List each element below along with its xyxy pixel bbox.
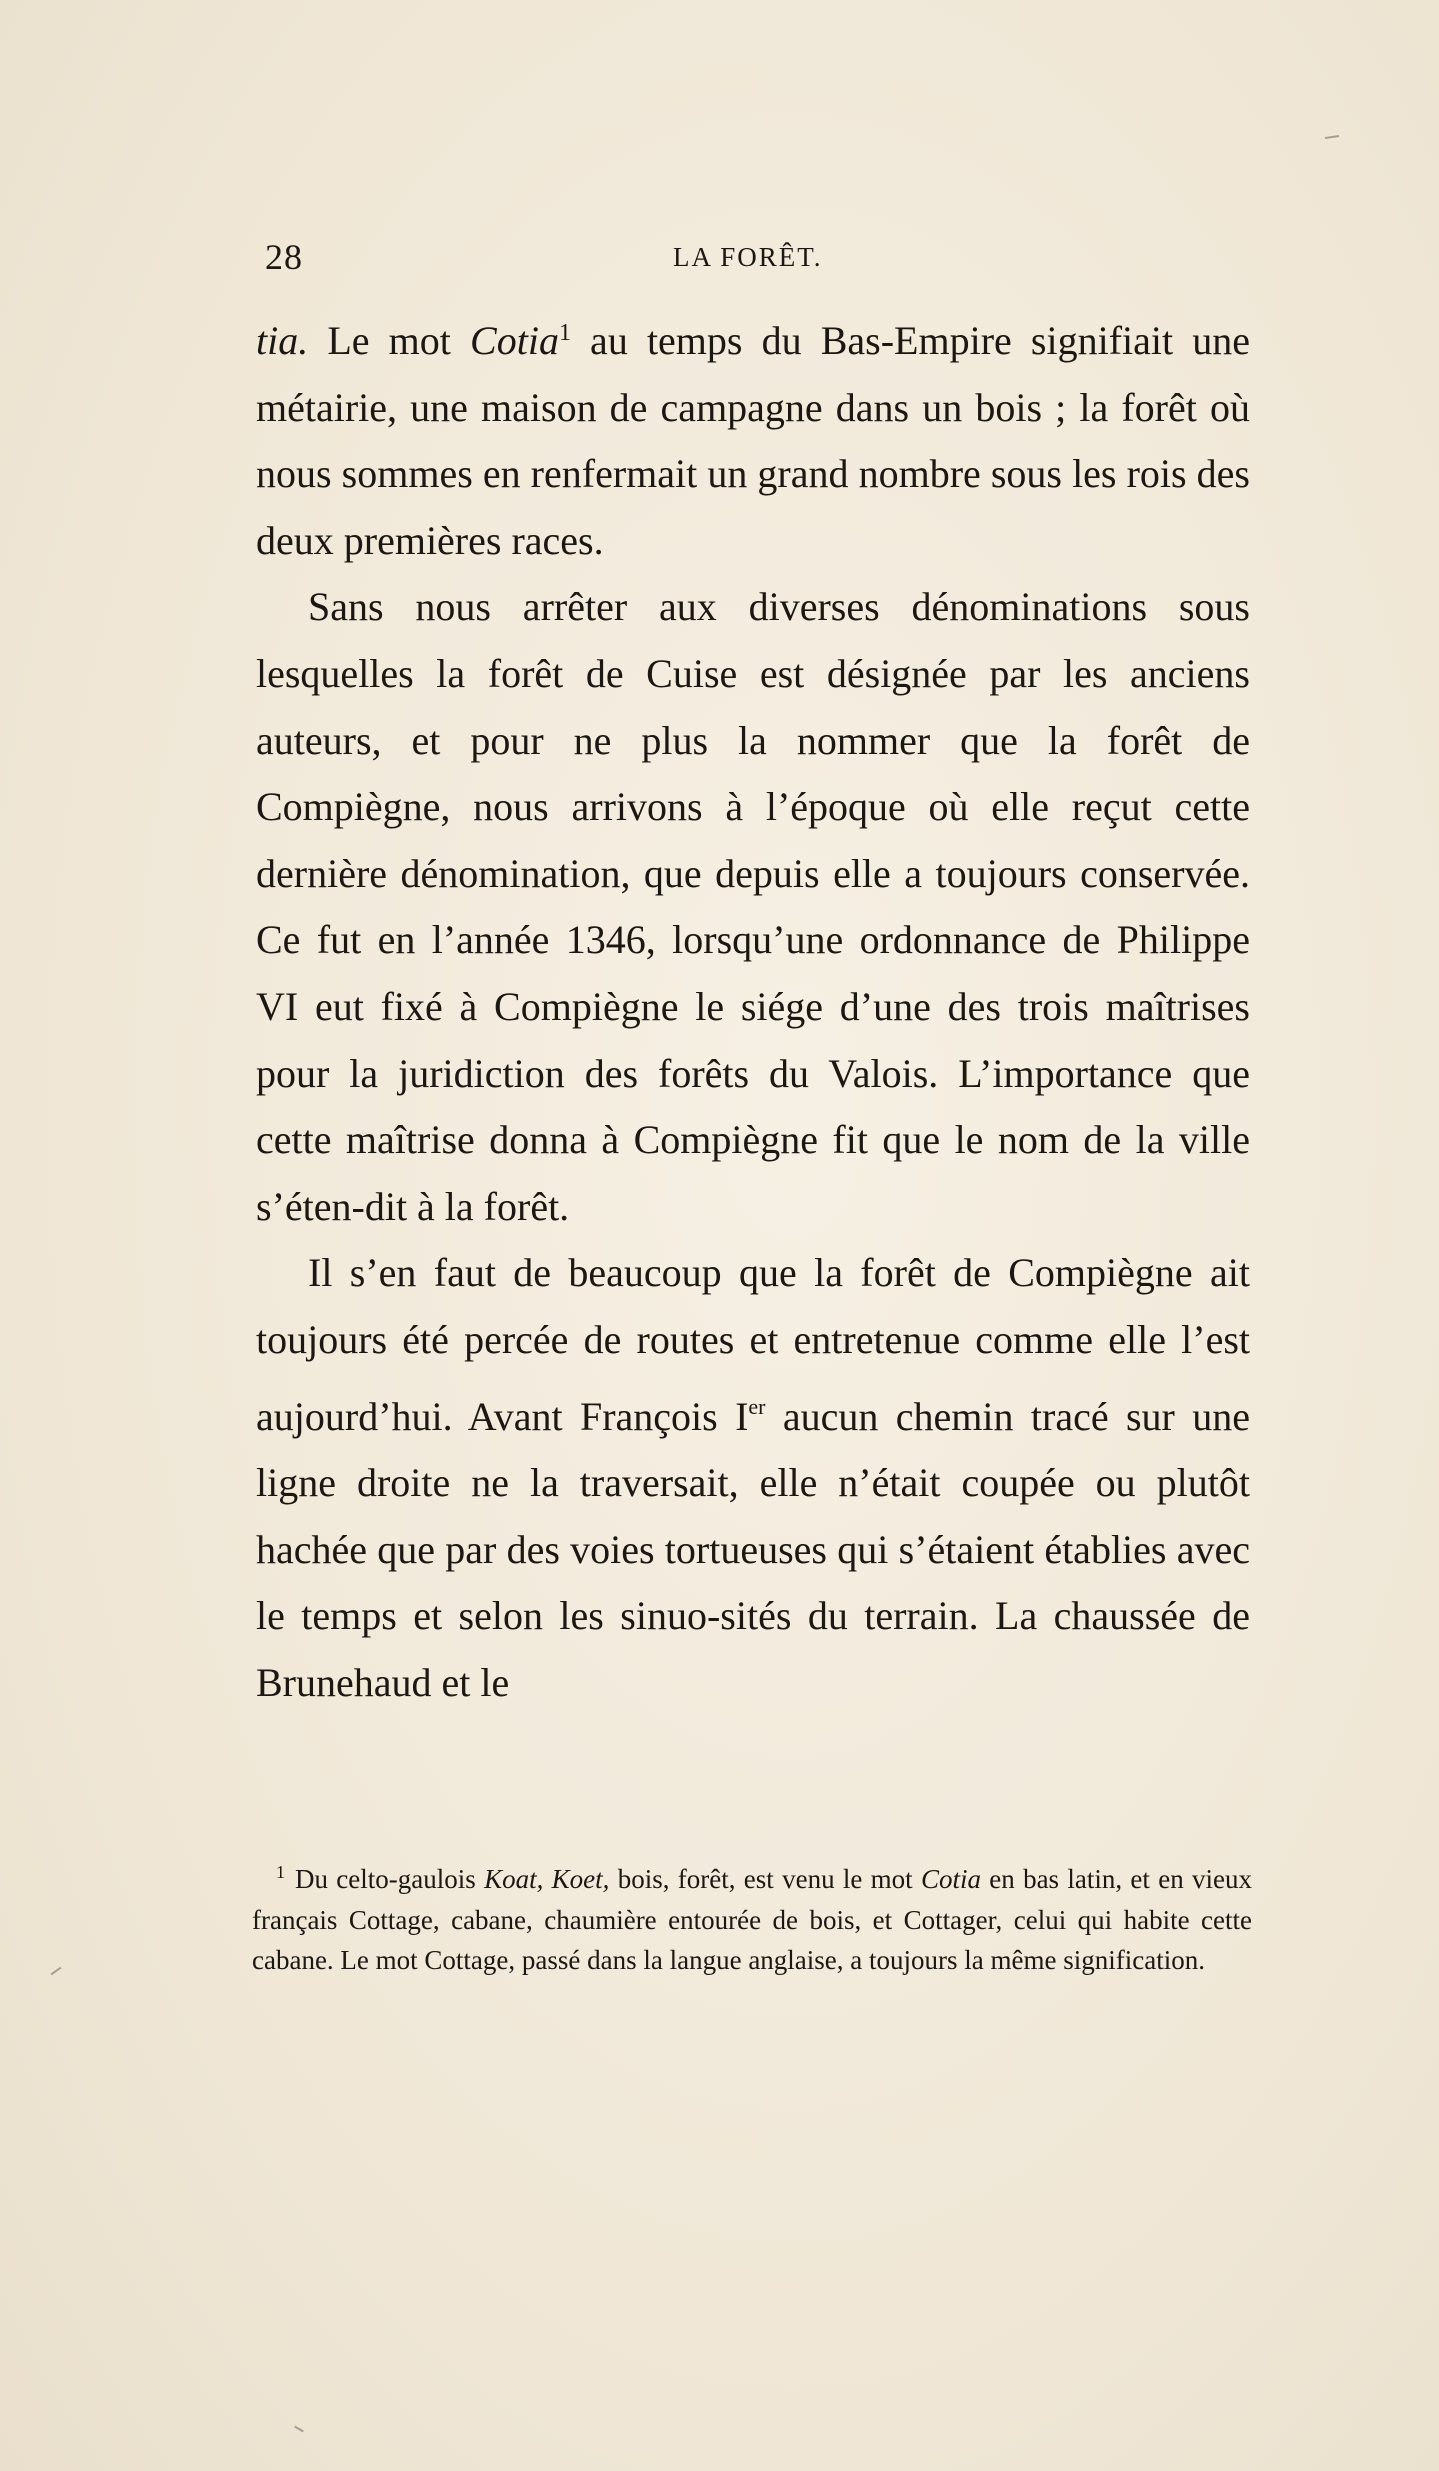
italic-continuation: tia. [256, 318, 309, 363]
footnotes [252, 1852, 1252, 1981]
paragraph-1-text-b: au temps du Bas-Empire signifiait une métairie, une maison de campagne dans un bois ; la forêt où nous sommes en renfermait un grand nombre sous les rois des deux premières races. [256, 318, 1250, 563]
paragraph-2: Sans nous arrêter aux diverses dénominations sous lesquelles la forêt de Cuise est désignée par les anciens auteurs, et pour ne plus la nommer que la forêt de Compiègne, nous arrivons à l’époque où elle reçut cette dernière dénomination, que depuis elle a toujours conservée. Ce fut en l’année 1346, lorsqu’une ordonnance de Philippe VI eut fixé à Compiègne le siége d’une des trois maîtrises pour la juridiction des forêts du Valois. L’importance que cette maîtrise donna à Compiègne fit que le nom de la ville s’éten-dit à la forêt. [256, 584, 1250, 1229]
paragraph-3 [256, 1240, 1250, 1716]
paragraph-1-text-a: Le mot [308, 318, 471, 363]
footnote-italic-a: Koat, Koet, [484, 1864, 610, 1894]
corner-mark-bottom-left [294, 2426, 304, 2433]
footnote-italic-b: Cotia [920, 1864, 981, 1894]
paragraph-3-text-a: Il s’en faut de beaucoup que la forêt de Compiègne ait toujours été percée de routes et entretenue comme elle l’est aujourd’hui. Avant François I [256, 1250, 1250, 1439]
paragraph-1 [256, 300, 1250, 574]
italic-term-cotia: Cotia [470, 318, 559, 363]
footnote-text-a: Du celto-gaulois [295, 1864, 485, 1894]
paragraph-3-text-b: aucun chemin tracé sur une ligne droite ne la traversait, elle n’était coupée ou plutôt hachée que par des voies tortueuses qui s’étaient établies avec le temps et selon les sinuo-sités du terrain. La chaussée de Brunehaud et le [256, 1393, 1250, 1705]
footnote-text-c: en bas latin, et en vieux français Cottage, cabane, chaumière entourée de bois, et Cottager, celui qui habite cette cabane. Le mot Cottage, passé dans la langue anglaise, a toujours la même signification. [252, 1864, 1252, 1975]
page-number: 28 [265, 237, 303, 277]
footnote-text-b: bois, forêt, est venu le mot [609, 1864, 921, 1894]
footnote-number: 1 [276, 1862, 285, 1882]
superscript-er: er [748, 1393, 766, 1419]
footnote-reference: 1 [558, 320, 571, 346]
running-title: LA FORÊT. [673, 242, 823, 272]
footnote-1 [252, 1852, 1252, 1981]
corner-mark-top-right [1325, 135, 1339, 139]
margin-mark-left [51, 1967, 62, 1976]
page-header [265, 236, 1185, 286]
main-text [256, 300, 1250, 1716]
